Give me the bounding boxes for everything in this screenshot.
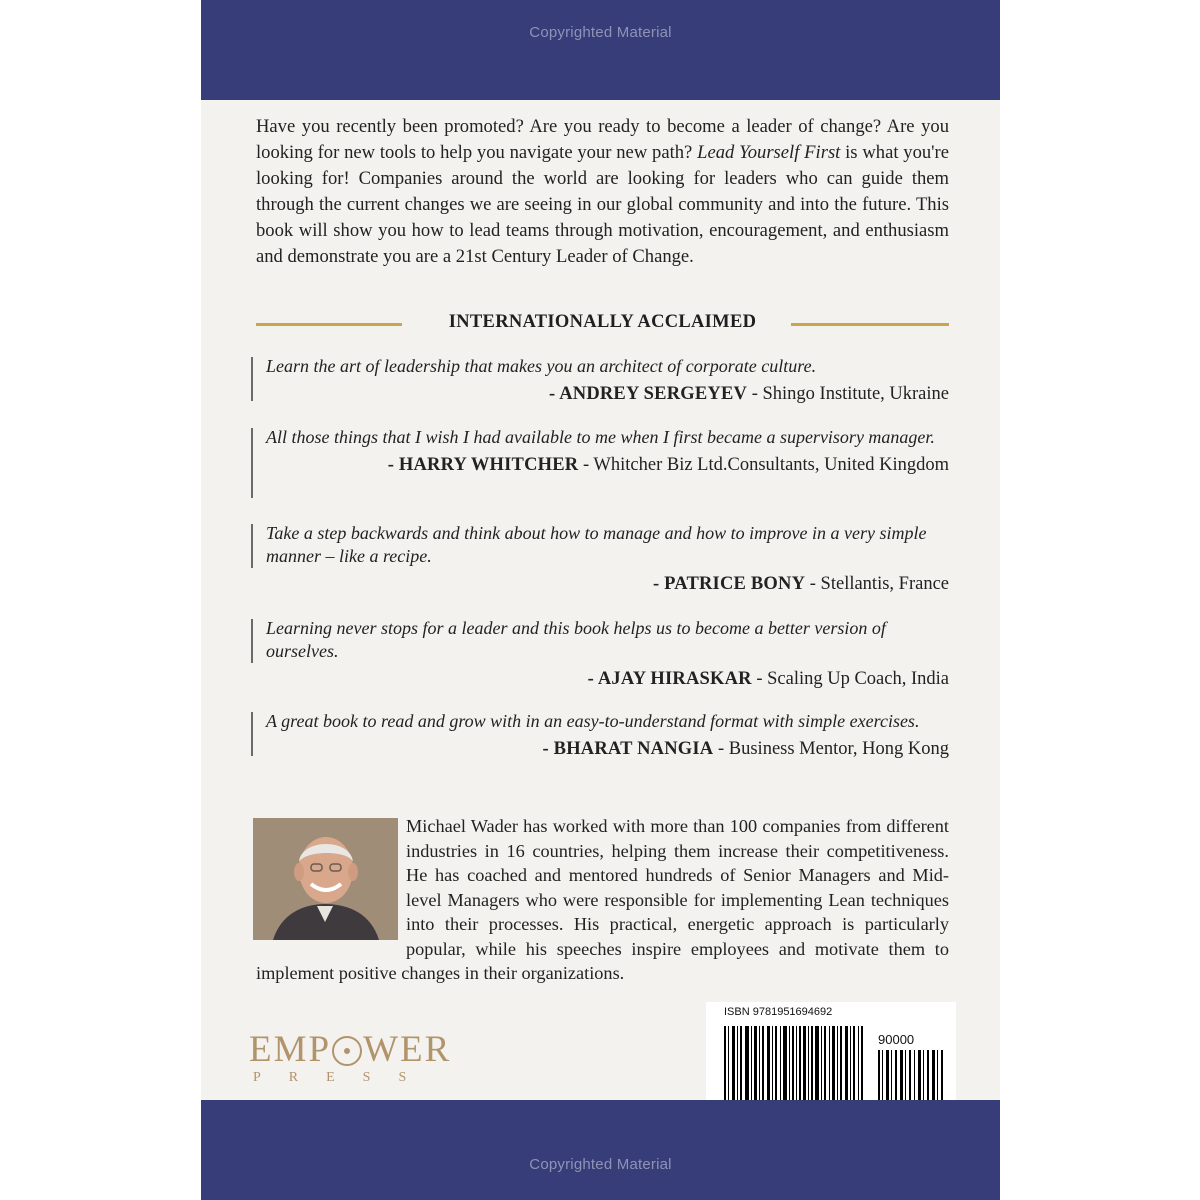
reviewer-affiliation: - Whitcher Biz Ltd.Consultants, United Kingdom (578, 455, 949, 475)
section-heading (256, 312, 949, 336)
quote-bar (251, 357, 253, 401)
intro-part-1: Have you recently been promoted? Are you ready to become a leader of change? Are you looking for new tools to help you navigate your new path? (256, 116, 949, 163)
isbn-label: ISBN 9781951694692 (724, 1006, 833, 1018)
review-2 (251, 426, 949, 476)
review-quote: Learn the art of leadership that makes you an architect of corporate culture. (266, 356, 817, 376)
review-1 (251, 355, 949, 405)
reviewer-name: - PATRICE BONY (652, 574, 806, 594)
reviewer-name: - BHARAT NANGIA (542, 739, 714, 759)
quote-bar (251, 712, 253, 756)
review-attribution (251, 738, 949, 760)
reviewer-affiliation: - Business Mentor, Hong Kong (713, 739, 949, 759)
watermark-bottom: Copyrighted Material (529, 1156, 672, 1173)
reviewer-affiliation: - Scaling Up Coach, India (751, 669, 949, 689)
photo-spacer (256, 818, 406, 942)
author-bio-text: Michael Wader has worked with more than 100 companies from different industries in 16 countries, helping them increase their competitiveness. He has coached and mentored hundreds of Senior Managers and Mid-level Managers who were responsible for implementing Lean techniques into their processes. His practical, energetic approach is particularly popular, while his speeches inspire employees and motivate them to implement positive changes in their organizations. (256, 816, 949, 983)
review-attribution (251, 454, 949, 476)
quote-bar (251, 619, 253, 663)
review-quote: All those things that I wish I had available to me when I first became a supervisory manager. (266, 427, 935, 447)
heading-label: INTERNATIONALLY ACCLAIMED (448, 312, 757, 332)
reviewer-affiliation: - Stellantis, France (805, 574, 949, 594)
review-quote: A great book to read and grow with in an easy-to-understand format with simple exercises. (266, 711, 920, 731)
intro-book-title: Lead Yourself First (697, 142, 841, 163)
review-quote: Learning never stops for a leader and this book helps us to become a better version of ourselves. (266, 618, 886, 661)
price-code: 90000 (878, 1032, 915, 1047)
compass-o-icon (332, 1036, 362, 1066)
review-attribution (251, 383, 949, 405)
intro-paragraph (256, 114, 949, 270)
reviewer-name: - ANDREY SERGEYEV (549, 384, 748, 404)
book-back-cover (201, 0, 1000, 1200)
review-4 (251, 617, 949, 690)
author-bio (256, 814, 949, 986)
reviewer-name: - HARRY WHITCHER (387, 455, 579, 475)
heading-rule-right (791, 323, 949, 326)
quote-bar (251, 524, 253, 568)
review-5 (251, 710, 949, 760)
review-quote: Take a step backwards and think about how to manage and how to improve in a very simple manner – like a recipe. (266, 523, 927, 566)
quote-bar (251, 428, 253, 498)
intro-part-2: is what you're looking for! Companies around the world are looking for leaders who can guide them through the current changes we are seeing in our global community and into the future. This book will show you how to lead teams through motivation, encouragement, and enthusiasm and demonstrate you are a 21st Century Leader of Change. (256, 142, 949, 267)
review-attribution (251, 573, 949, 595)
publisher-logo (249, 1030, 499, 1086)
bottom-band (201, 1100, 1000, 1200)
publisher-name-start: EMP (249, 1029, 332, 1070)
publisher-wordmark (249, 1030, 499, 1070)
watermark-top: Copyrighted Material (529, 24, 672, 41)
publisher-name-end: WER (363, 1029, 452, 1070)
review-attribution (251, 668, 949, 690)
publisher-subline: PRESS (253, 1070, 435, 1085)
top-band (201, 0, 1000, 100)
review-3 (251, 522, 949, 595)
reviewer-name: - AJAY HIRASKAR (587, 669, 752, 689)
reviewer-affiliation: - Shingo Institute, Ukraine (747, 384, 949, 404)
